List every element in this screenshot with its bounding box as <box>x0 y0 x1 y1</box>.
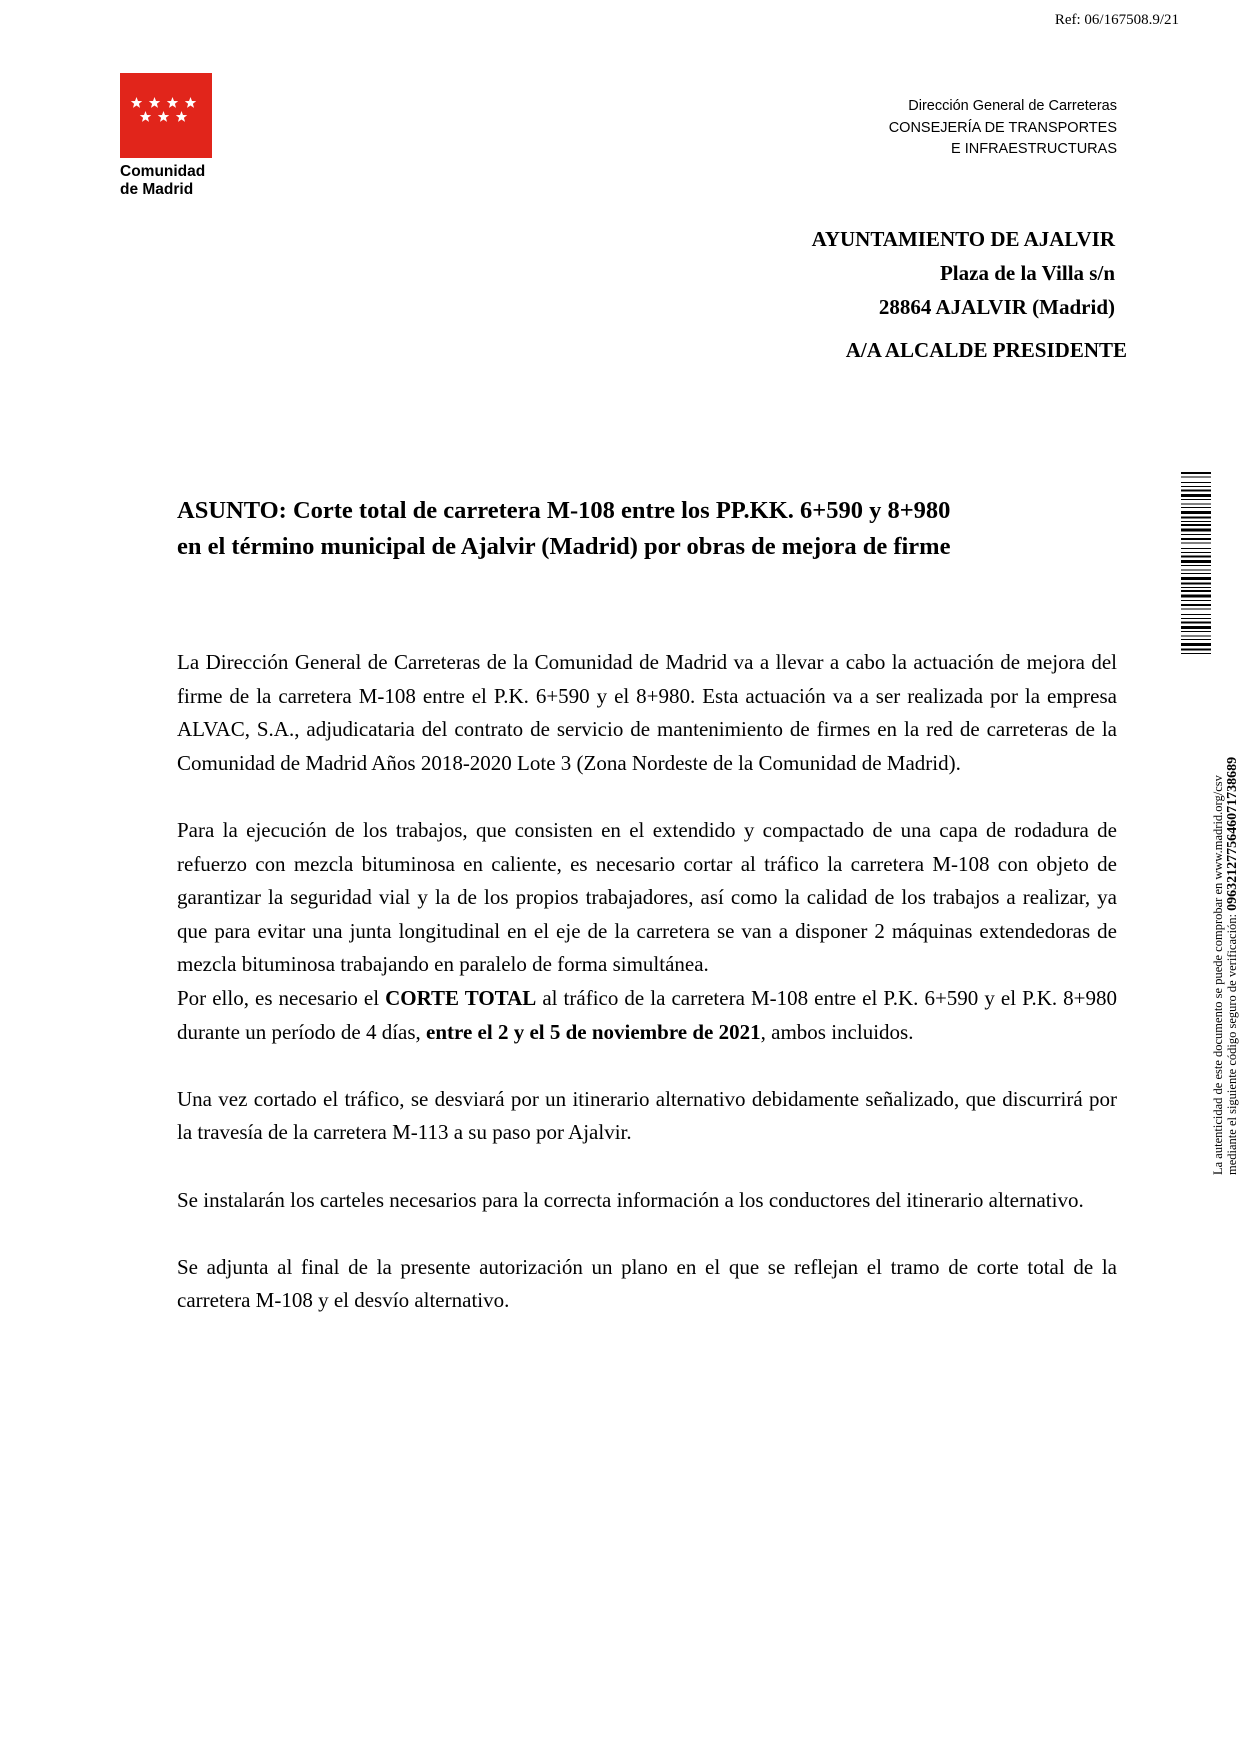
barcode-bar <box>1181 486 1211 487</box>
star-icon <box>176 111 187 122</box>
madrid-flag-icon <box>120 73 212 158</box>
logo-name <box>120 163 212 199</box>
barcode-bar <box>1181 499 1211 500</box>
recipient-line3: 28864 AJALVIR (Madrid) <box>878 295 1115 319</box>
subject-line2: en el término municipal de Ajalvir (Madrid) por obras de mejora de firme <box>177 533 951 560</box>
barcode-bar <box>1181 548 1211 549</box>
barcode-bar <box>1181 565 1211 566</box>
barcode-bar <box>1181 472 1211 474</box>
barcode-bar <box>1181 590 1211 592</box>
recipient-line2: Plaza de la Villa s/n <box>939 261 1115 285</box>
barcode-bar <box>1181 583 1211 585</box>
barcode-bar <box>1181 543 1211 544</box>
barcode-bar <box>1181 534 1211 535</box>
verification-barcode <box>1181 470 1211 660</box>
star-icon <box>131 97 142 108</box>
barcode-bar <box>1181 643 1211 646</box>
barcode-bar <box>1181 517 1211 519</box>
barcode-bar <box>1181 524 1211 526</box>
barcode-bar <box>1181 577 1211 580</box>
logo-name-line1: Comunidad <box>120 163 206 180</box>
star-icon <box>149 97 160 108</box>
barcode-bar <box>1181 595 1211 598</box>
barcode-bar <box>1181 494 1211 497</box>
document-reference: Ref: 06/167508.9/21 <box>1054 12 1179 28</box>
paragraph-3-text-b: al tráfico de la carretera M-108 entre el P.K. 6+590 y el P.K. 8+980 durante un período de 4 días, <box>177 985 1117 1044</box>
paragraph-4: Una vez cortado el tráfico, se desviará por un itinerario alternativo debidamente señalizado, que discurrirá por la travesía de la carretera M-113 a su paso por Ajalvir. <box>177 1086 1117 1145</box>
department-line3: E INFRAESTRUCTURAS <box>951 141 1117 157</box>
star-icon <box>185 97 196 108</box>
barcode-bar <box>1181 649 1211 651</box>
barcode-bar <box>1181 511 1211 514</box>
subject-heading <box>177 493 1117 565</box>
barcode-bar <box>1181 622 1211 624</box>
barcode-bar <box>1181 556 1211 558</box>
verification-text <box>1211 757 1240 1175</box>
recipient-attention: A/A ALCALDE PRESIDENTE <box>845 338 1127 362</box>
barcode-bar <box>1181 552 1211 553</box>
recipient-address <box>811 222 1127 367</box>
recipient-line1: AYUNTAMIENTO DE AJALVIR <box>811 227 1115 251</box>
barcode-bar <box>1181 636 1211 637</box>
barcode-bar <box>1181 490 1211 492</box>
star-icon <box>158 111 169 122</box>
paragraph-3-bold-b: entre el 2 y el 5 de noviembre de 2021 <box>426 1019 761 1044</box>
barcode-bar <box>1181 653 1211 654</box>
barcode-bar <box>1181 482 1211 483</box>
barcode-bar <box>1181 609 1211 610</box>
logo-name-line2: de Madrid <box>120 181 194 198</box>
barcode-bar <box>1181 626 1211 629</box>
paragraph-3-text-a: Por ello, es necesario el <box>177 985 386 1010</box>
letter-body <box>177 646 1117 1318</box>
barcode-bar <box>1181 521 1211 522</box>
paragraph-3 <box>177 982 1117 1049</box>
paragraph-6: Se adjunta al final de la presente autorización un plano en el que se reflejan el tramo de corte total de la carretera M-108 y el desvío alternativo. <box>177 1254 1117 1313</box>
barcode-bar <box>1181 477 1211 478</box>
verification-line1: La autenticidad de este documento se puede comprobar en www.madrid.org/csv <box>1211 775 1225 1175</box>
department-line2: CONSEJERÍA DE TRANSPORTES <box>888 119 1117 136</box>
barcode-bar <box>1181 639 1211 640</box>
department-block <box>889 96 1117 161</box>
paragraph-2: Para la ejecución de los trabajos, que consisten en el extendido y compactado de una capa de rodadura de refuerzo con mezcla bituminosa en caliente, es necesario cortar al tráfico la carretera M-108 con objeto de garantizar la seguridad vial y la de los propios trabajadores, así como la calidad de los trabajos a realizar, ya que para evitar una junta longitudinal en el eje de la carretera se van a disponer 2 máquinas extendedoras de mezcla bituminosa trabajando en paralelo de forma simultánea. <box>177 817 1117 977</box>
department-line1: Dirección General de Carreteras <box>908 98 1117 114</box>
barcode-bar <box>1181 604 1211 606</box>
comunidad-de-madrid-logo <box>120 73 212 199</box>
barcode-bar <box>1181 504 1211 505</box>
barcode-bar <box>1181 618 1211 619</box>
barcode-bar <box>1181 570 1211 571</box>
star-icon <box>140 111 151 122</box>
paragraph-5: Se instalarán los carteles necesarios para la correcta información a los conductores del itinerario alternativo. <box>177 1187 1084 1212</box>
subject-line1: ASUNTO: Corte total de carretera M-108 entre los PP.KK. 6+590 y 8+980 <box>177 497 951 524</box>
barcode-bar <box>1181 587 1211 588</box>
verification-line2 <box>1225 757 1240 1175</box>
barcode-bar <box>1181 560 1211 563</box>
barcode-bar <box>1181 573 1211 574</box>
paragraph-3-text-c: , ambos incluidos. <box>760 1019 914 1044</box>
barcode-bar <box>1181 631 1211 632</box>
star-icon <box>167 97 178 108</box>
barcode-bar <box>1181 600 1211 601</box>
verification-line2-text: mediante el siguiente código seguro de verificación: <box>1225 910 1239 1175</box>
barcode-bar <box>1181 507 1211 508</box>
seven-stars-icon <box>120 73 212 158</box>
paragraph-3-bold-a: CORTE TOTAL <box>385 985 537 1010</box>
barcode-bar <box>1181 538 1211 540</box>
barcode-bar <box>1181 614 1211 615</box>
verification-code: 0963212775646071738689 <box>1225 756 1240 911</box>
barcode-bar <box>1181 529 1211 532</box>
paragraph-1: La Dirección General de Carreteras de la Comunidad de Madrid va a llevar a cabo la actuación de mejora del firme de la carretera M-108 entre el P.K. 6+590 y el 8+980. Esta actuación va a ser realizada por la empresa ALVAC, S.A., adjudicataria del contrato de servicio de mantenimiento de firmes en la red de carreteras de la Comunidad de Madrid Años 2018-2020 Lote 3 (Zona Nordeste de la Comunidad de Madrid). <box>177 650 1117 775</box>
